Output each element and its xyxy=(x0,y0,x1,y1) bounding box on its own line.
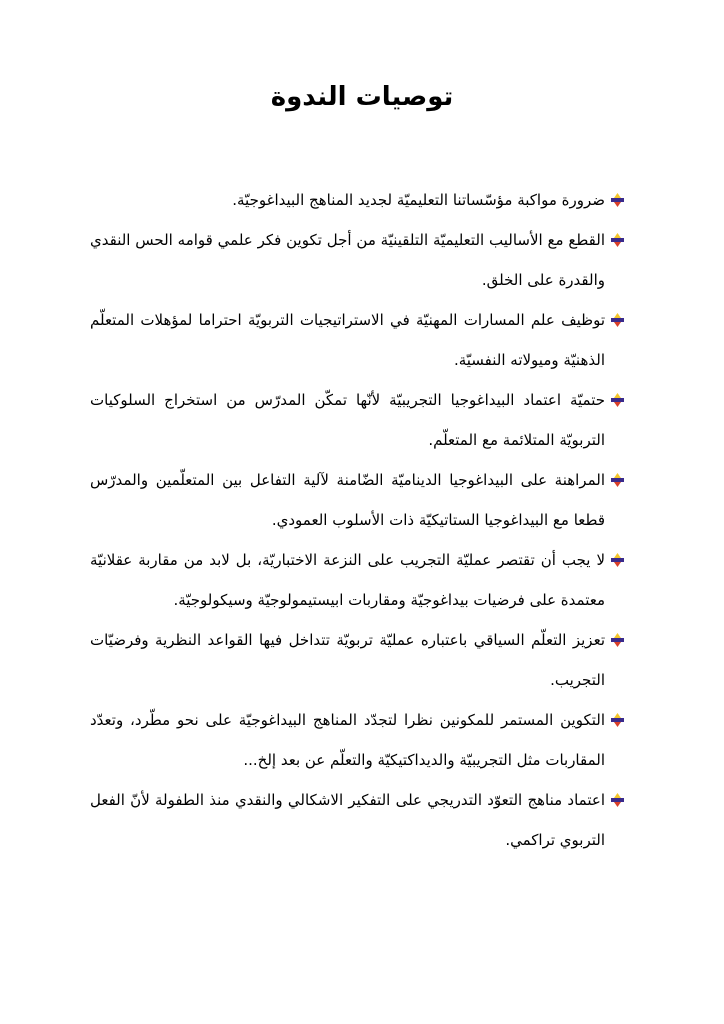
recommendation-text: توظيف علم المسارات المهنيّة في الاستراتيجيات التربويّة احتراما لمؤهلات المتعلّم الذهنيّة وميولاته النفسيّة. xyxy=(90,311,605,369)
recommendation-item xyxy=(90,780,625,860)
recommendation-text: التكوين المستمر للمكونين نظرا لتجدّد المناهج البيداغوجيّة على نحو مطّرد، وتعدّد المقاربات مثل التجريبيّة والديداكتيكيّة والتعلّم عن بعد إلخ... xyxy=(90,711,605,769)
recommendation-item xyxy=(90,180,625,220)
recommendation-text: تعزيز التعلّم السياقي باعتباره عمليّة تربويّة تتداخل فيها القواعد النظرية وفرضيّات التجريب. xyxy=(90,631,605,689)
recommendation-item xyxy=(90,300,625,380)
arrow-bullet-icon xyxy=(610,473,625,487)
recommendation-item xyxy=(90,380,625,460)
recommendation-text: لا يجب أن تقتصر عمليّة التجريب على النزعة الاختباريّة، بل لابد من مقاربة عقلانيّة معتمدة على فرضيات بيداغوجيّة ومقاربات ابيستيمولوجيّة وسيكولوجيّة. xyxy=(90,551,605,609)
arrow-bullet-icon xyxy=(610,393,625,407)
arrow-bullet-icon xyxy=(610,633,625,647)
arrow-bullet-icon xyxy=(610,193,625,207)
page-title: توصيات الندوة xyxy=(270,82,454,112)
recommendation-text: اعتماد مناهج التعوّد التدريجي على التفكير الاشكالي والنقدي منذ الطفولة لأنّ الفعل التربوي تراكمي. xyxy=(90,791,605,849)
recommendation-item xyxy=(90,220,625,300)
arrow-bullet-icon xyxy=(610,553,625,567)
arrow-bullet-icon xyxy=(610,313,625,327)
arrow-bullet-icon xyxy=(610,793,625,807)
arrow-bullet-icon xyxy=(610,713,625,727)
recommendation-text: حتميّة اعتماد البيداغوجيا التجريبيّة لأنّها تمكّن المدرّس من استخراج السلوكيات التربويّة المتلائمة مع المتعلّم. xyxy=(90,391,605,449)
recommendation-text: المراهنة على البيداغوجيا الديناميّة الضّامنة لآلية التفاعل بين المتعلّمين والمدرّس قطعا مع البيداغوجيا الستاتيكيّة ذات الأسلوب العمودي. xyxy=(90,471,605,529)
recommendation-item xyxy=(90,540,625,620)
arrow-bullet-icon xyxy=(610,233,625,247)
recommendation-item xyxy=(90,620,625,700)
recommendation-item xyxy=(90,460,625,540)
recommendation-text: القطع مع الأساليب التعليميّة التلقينيّة من أجل تكوين فكر علمي قوامه الحس النقدي والقدرة على الخلق. xyxy=(90,231,605,289)
recommendations-list xyxy=(90,180,625,860)
recommendation-item xyxy=(90,700,625,780)
recommendation-text: ضرورة مواكبة مؤسّساتنا التعليميّة لجديد المناهج البيداغوجيّة. xyxy=(232,191,605,209)
